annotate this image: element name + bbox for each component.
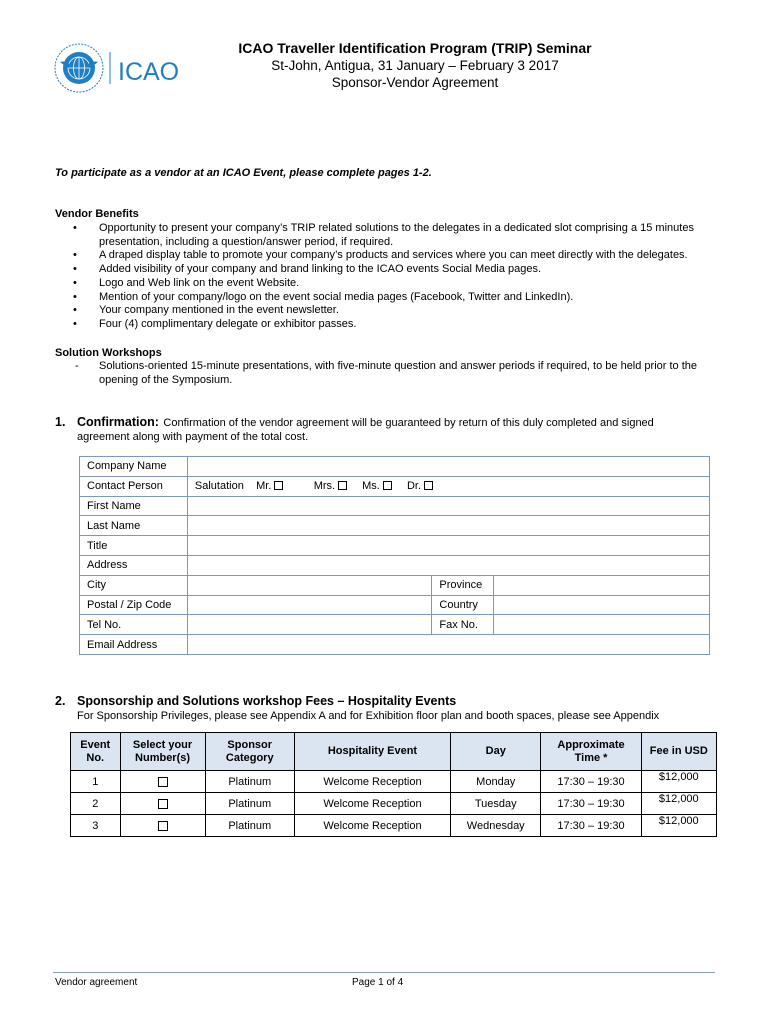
list-item: • A draped display table to promote your company’s products and services where you can meet directly with the delegates.	[73, 249, 733, 263]
contact-person-label: Contact Person	[80, 476, 188, 496]
country-field[interactable]	[494, 595, 710, 615]
table-row	[80, 555, 710, 575]
day: Wednesday	[451, 815, 541, 837]
hospitality-event: Welcome Reception	[294, 771, 450, 793]
table-row	[71, 815, 717, 837]
fees-table	[70, 732, 717, 837]
col-approx-time: Approximate Time *	[541, 733, 641, 771]
email-label: Email Address	[80, 635, 188, 655]
table-row	[71, 771, 717, 793]
footer-divider	[53, 972, 715, 973]
day: Monday	[451, 771, 541, 793]
col-sponsor-category: Sponsor Category	[205, 733, 294, 771]
table-row	[80, 635, 710, 655]
event-no: 3	[71, 815, 121, 837]
city-label: City	[80, 575, 188, 595]
last-name-field[interactable]	[187, 516, 709, 536]
company-name-field[interactable]	[187, 457, 709, 477]
document-subtitle: St-John, Antigua, 31 January – February 3 2017	[271, 58, 559, 73]
first-name-field[interactable]	[187, 496, 709, 516]
address-field[interactable]	[187, 555, 709, 575]
solution-workshops-list	[73, 360, 733, 387]
country-label: Country	[432, 595, 494, 615]
table-row	[80, 575, 710, 595]
time: 17:30 – 19:30	[541, 771, 641, 793]
sponsor-category: Platinum	[205, 815, 294, 837]
col-event-no: Event No.	[71, 733, 121, 771]
table-row	[80, 476, 710, 496]
document-subtitle-2: Sponsor-Vendor Agreement	[331, 75, 499, 90]
event-no: 2	[71, 793, 121, 815]
province-label: Province	[432, 575, 494, 595]
fee: $12,000	[641, 771, 716, 793]
table-row	[80, 615, 710, 635]
table-row	[80, 536, 710, 556]
logo-wordmark: ICAO	[118, 58, 180, 86]
section-1-number: 1.	[55, 415, 66, 429]
select-cell	[120, 815, 205, 837]
last-name-label: Last Name	[80, 516, 188, 536]
day: Tuesday	[451, 793, 541, 815]
title-field[interactable]	[187, 536, 709, 556]
vendor-benefits-heading: Vendor Benefits	[55, 208, 139, 220]
select-checkbox[interactable]	[158, 777, 168, 787]
section-1-text-2: agreement along with payment of the total cost.	[77, 431, 309, 443]
section-2-heading: Sponsorship and Solutions workshop Fees – Hospitality Events	[77, 694, 457, 708]
mrs-checkbox[interactable]	[338, 481, 347, 490]
first-name-label: First Name	[80, 496, 188, 516]
solution-workshops-heading: Solution Workshops	[55, 347, 162, 359]
vendor-benefits-list	[73, 222, 733, 332]
postal-code-field[interactable]	[187, 595, 432, 615]
select-checkbox[interactable]	[158, 821, 168, 831]
salutation-field	[187, 476, 709, 496]
table-row	[80, 595, 710, 615]
list-item: • Logo and Web link on the event Website.	[73, 277, 733, 291]
select-checkbox[interactable]	[158, 799, 168, 809]
salutation-label: Salutation	[194, 480, 244, 493]
section-2-number: 2.	[55, 694, 66, 708]
tel-field[interactable]	[187, 615, 432, 635]
time: 17:30 – 19:30	[541, 815, 641, 837]
dr-checkbox[interactable]	[424, 481, 433, 490]
document-title: ICAO Traveller Identification Program (TRIP) Seminar	[238, 40, 592, 56]
col-hospitality-event: Hospitality Event	[294, 733, 450, 771]
list-item: - Solutions-oriented 15-minute presentations, with five-minute question and answer periods if required, to be held prior to the opening of the Symposium.	[73, 360, 733, 387]
fax-label: Fax No.	[432, 615, 494, 635]
table-header-row	[71, 733, 717, 771]
mr-checkbox[interactable]	[274, 481, 283, 490]
section-1-heading: Confirmation:	[77, 415, 159, 429]
select-cell	[120, 793, 205, 815]
list-item: • Mention of your company/logo on the event social media pages (Facebook, Twitter and LinkedIn).	[73, 291, 733, 305]
event-no: 1	[71, 771, 121, 793]
list-item: • Opportunity to present your company’s TRIP related solutions to the delegates in a dedicated slot comprising a 15 minutes presentation, including a question/answer period, if required.	[73, 222, 733, 249]
contact-form-table	[79, 456, 710, 655]
table-row	[80, 516, 710, 536]
fee: $12,000	[641, 793, 716, 815]
section-1-text: Confirmation of the vendor agreement will be guaranteed by return of this duly completed and signed	[163, 417, 654, 429]
time: 17:30 – 19:30	[541, 793, 641, 815]
company-name-label: Company Name	[80, 457, 188, 477]
ms-checkbox[interactable]	[383, 481, 392, 490]
fee: $12,000	[641, 815, 716, 837]
mr-label: Mr.	[256, 480, 272, 493]
table-row	[80, 496, 710, 516]
hospitality-event: Welcome Reception	[294, 793, 450, 815]
intro-instruction: To participate as a vendor at an ICAO Event, please complete pages 1-2.	[55, 167, 432, 179]
col-fee: Fee in USD	[641, 733, 716, 771]
col-day: Day	[451, 733, 541, 771]
footer-doc-name: Vendor agreement	[55, 977, 138, 988]
ms-label: Ms.	[362, 480, 380, 493]
city-field[interactable]	[187, 575, 432, 595]
page-number: Page 1 of 4	[352, 977, 404, 988]
title-label: Title	[80, 536, 188, 556]
hospitality-event: Welcome Reception	[294, 815, 450, 837]
province-field[interactable]	[494, 575, 710, 595]
email-field[interactable]	[187, 635, 709, 655]
dr-label: Dr.	[406, 480, 421, 493]
table-row	[71, 793, 717, 815]
tel-label: Tel No.	[80, 615, 188, 635]
list-item: • Four (4) complimentary delegate or exhibitor passes.	[73, 318, 733, 332]
select-cell	[120, 771, 205, 793]
sponsor-category: Platinum	[205, 771, 294, 793]
section-2-note: For Sponsorship Privileges, please see Appendix A and for Exhibition floor plan and booth spaces, please see Appendix	[77, 710, 660, 722]
address-label: Address	[80, 555, 188, 575]
icao-emblem-icon	[52, 38, 192, 98]
mrs-label: Mrs.	[313, 480, 336, 493]
list-item: • Added visibility of your company and brand linking to the ICAO events Social Media pages.	[73, 263, 733, 277]
sponsor-category: Platinum	[205, 793, 294, 815]
postal-code-label: Postal / Zip Code	[80, 595, 188, 615]
fax-field[interactable]	[494, 615, 710, 635]
table-row	[80, 457, 710, 477]
col-select-number: Select your Number(s)	[120, 733, 205, 771]
list-item: • Your company mentioned in the event newsletter.	[73, 304, 733, 318]
icao-logo	[52, 38, 192, 98]
